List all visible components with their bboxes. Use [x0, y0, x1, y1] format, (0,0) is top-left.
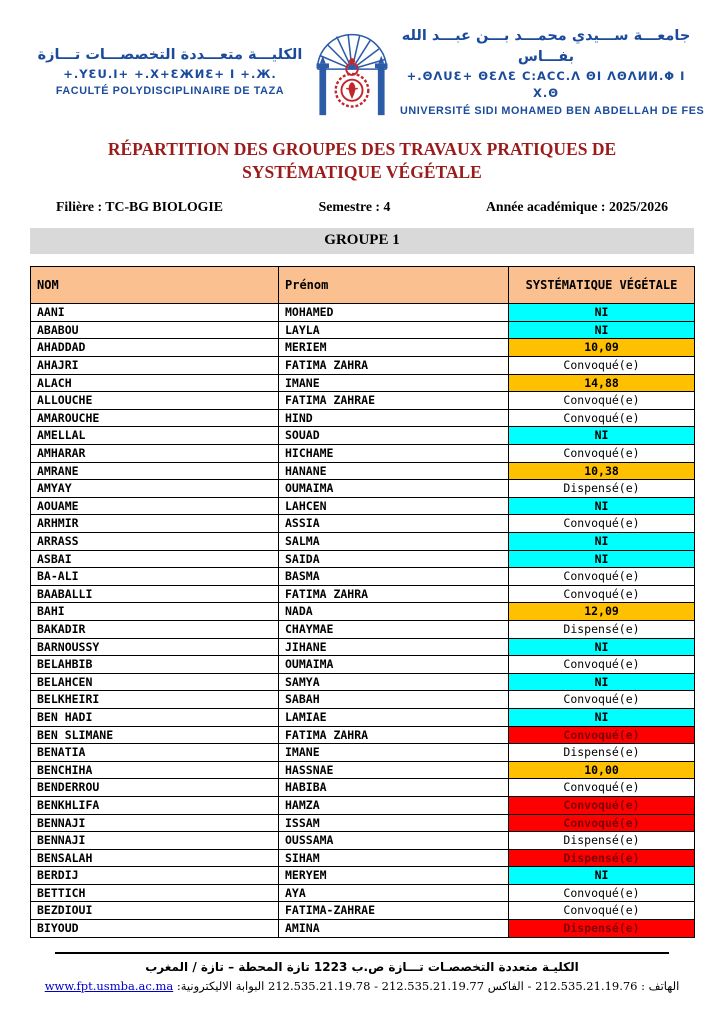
cell-prenom: IMANE	[279, 374, 509, 392]
cell-prenom: HANANE	[279, 462, 509, 480]
cell-status-badge: Convoqué(e)	[509, 691, 695, 709]
column-header-prenom: Prénom	[279, 267, 509, 304]
cell-status-badge: Dispensé(e)	[509, 744, 695, 762]
table-row	[31, 920, 695, 938]
cell-nom: BENNAJI	[31, 832, 279, 850]
cell-prenom: LAHCEN	[279, 497, 509, 515]
table-header-row	[31, 267, 695, 304]
annee-label: Année académique : 2025/2026	[485, 199, 668, 215]
cell-status-badge: Convoqué(e)	[509, 796, 695, 814]
cell-prenom: CHAYMAE	[279, 620, 509, 638]
cell-prenom: MOHAMED	[279, 304, 509, 322]
cell-prenom: SIHAM	[279, 849, 509, 867]
cell-status-badge: NI	[509, 427, 695, 445]
university-name-arabic: جامعـــة ســـيدي محمـــد بـــن عبـــد الله بفـــاس	[401, 28, 691, 66]
table-row	[31, 656, 695, 674]
cell-nom: BAHI	[31, 603, 279, 621]
cell-nom: AMAROUCHE	[31, 409, 279, 427]
cell-nom: AOUAME	[31, 497, 279, 515]
cell-nom: BEZDIOUI	[31, 902, 279, 920]
cell-prenom: MERIEM	[279, 339, 509, 357]
table-row	[31, 357, 695, 375]
cell-prenom: AYA	[279, 884, 509, 902]
faculty-name-arabic: الكليـــة متعـــددة التخصصـــات تـــازة	[37, 47, 303, 64]
cell-status-badge: Convoqué(e)	[509, 357, 695, 375]
footer-contact-line	[0, 978, 724, 994]
table-row	[31, 480, 695, 498]
cell-status-badge: NI	[509, 304, 695, 322]
table-row	[31, 832, 695, 850]
cell-nom: AMYAY	[31, 480, 279, 498]
cell-prenom: FATIMA ZAHRA	[279, 726, 509, 744]
table-row	[31, 374, 695, 392]
table-row	[31, 409, 695, 427]
cell-nom: BARNOUSSY	[31, 638, 279, 656]
table-row	[31, 708, 695, 726]
footer-divider	[55, 952, 669, 954]
table-row	[31, 902, 695, 920]
cell-prenom: SALMA	[279, 533, 509, 551]
course-info-row	[56, 199, 668, 215]
table-row	[31, 568, 695, 586]
cell-status-badge: Convoqué(e)	[509, 779, 695, 797]
university-logo	[304, 27, 400, 119]
cell-prenom: FATIMA ZAHRA	[279, 585, 509, 603]
cell-status-badge: NI	[509, 533, 695, 551]
table-row	[31, 726, 695, 744]
column-header-systematique: SYSTÉMATIQUE VÉGÉTALE	[509, 267, 695, 304]
cell-nom: BENDERROU	[31, 779, 279, 797]
page-title-line1: RÉPARTITION DES GROUPES DES TRAVAUX PRATIQUES DE	[107, 138, 617, 159]
cell-status-badge: Convoqué(e)	[509, 884, 695, 902]
table-row	[31, 462, 695, 480]
cell-status-badge: Convoqué(e)	[509, 568, 695, 586]
table-row	[31, 585, 695, 603]
cell-nom: BETTICH	[31, 884, 279, 902]
cell-nom: ABABOU	[31, 321, 279, 339]
cell-status-badge: Convoqué(e)	[509, 814, 695, 832]
table-row	[31, 673, 695, 691]
cell-status-badge: Convoqué(e)	[509, 445, 695, 463]
semestre-label: Semestre : 4	[318, 199, 391, 215]
university-name-french: UNIVERSITÉ SIDI MOHAMED BEN ABDELLAH DE FES	[400, 104, 705, 117]
cell-prenom: SAMYA	[279, 673, 509, 691]
table-row	[31, 515, 695, 533]
cell-nom: BEN SLIMANE	[31, 726, 279, 744]
cell-status-badge: NI	[509, 321, 695, 339]
cell-prenom: HAMZA	[279, 796, 509, 814]
table-row	[31, 849, 695, 867]
table-row	[31, 744, 695, 762]
cell-status-badge: Convoqué(e)	[509, 656, 695, 674]
cell-prenom: SOUAD	[279, 427, 509, 445]
website-link[interactable]: www.fpt.usmba.ac.ma	[44, 978, 174, 993]
cell-status-badge: Convoqué(e)	[509, 515, 695, 533]
cell-prenom: FATIMA-ZAHRAE	[279, 902, 509, 920]
cell-nom: BELKHEIRI	[31, 691, 279, 709]
table-row	[31, 304, 695, 322]
table-row	[31, 620, 695, 638]
cell-nom: BAKADIR	[31, 620, 279, 638]
cell-status-badge: 10,38	[509, 462, 695, 480]
cell-status-badge: Dispensé(e)	[509, 620, 695, 638]
cell-prenom: BASMA	[279, 568, 509, 586]
cell-nom: BENATIA	[31, 744, 279, 762]
table-row	[31, 533, 695, 551]
cell-nom: BENNAJI	[31, 814, 279, 832]
page-title-line2: SYSTÉMATIQUE VÉGÉTALE	[242, 161, 482, 182]
cell-nom: BENCHIHA	[31, 761, 279, 779]
cell-nom: BENKHLIFA	[31, 796, 279, 814]
cell-status-badge: 12,09	[509, 603, 695, 621]
cell-prenom: SABAH	[279, 691, 509, 709]
faculty-name-french: FACULTÉ POLYDISCIPLINAIRE DE TAZA	[55, 85, 285, 98]
table-row	[31, 550, 695, 568]
table-row	[31, 321, 695, 339]
faculty-block	[36, 45, 304, 101]
table-row	[31, 814, 695, 832]
cell-prenom: ASSIA	[279, 515, 509, 533]
cell-prenom: LAYLA	[279, 321, 509, 339]
cell-nom: BIYOUD	[31, 920, 279, 938]
cell-nom: BA-ALI	[31, 568, 279, 586]
cell-nom: AMRANE	[31, 462, 279, 480]
table-row	[31, 691, 695, 709]
cell-status-badge: Convoqué(e)	[509, 585, 695, 603]
cell-status-badge: Dispensé(e)	[509, 480, 695, 498]
cell-status-badge: NI	[509, 550, 695, 568]
cell-prenom: LAMIAE	[279, 708, 509, 726]
table-row	[31, 779, 695, 797]
university-block	[400, 26, 705, 120]
cell-status-badge: 10,00	[509, 761, 695, 779]
table-row	[31, 761, 695, 779]
institution-header	[0, 0, 724, 120]
table-row	[31, 638, 695, 656]
cell-nom: AMHARAR	[31, 445, 279, 463]
table-row	[31, 427, 695, 445]
cell-status-badge: NI	[509, 497, 695, 515]
cell-nom: AANI	[31, 304, 279, 322]
faculty-name-tifinagh: +.YƐU.I+ +.X+ƐЖИƐ+ I +.Ж.	[63, 67, 277, 82]
cell-status-badge: Dispensé(e)	[509, 920, 695, 938]
cell-prenom: FATIMA ZAHRAE	[279, 392, 509, 410]
cell-nom: BELAHBIB	[31, 656, 279, 674]
cell-status-badge: NI	[509, 708, 695, 726]
cell-nom: BEN HADI	[31, 708, 279, 726]
cell-prenom: ISSAM	[279, 814, 509, 832]
cell-nom: ALACH	[31, 374, 279, 392]
cell-nom: ARRASS	[31, 533, 279, 551]
cell-nom: ASBAI	[31, 550, 279, 568]
cell-nom: AMELLAL	[31, 427, 279, 445]
footer-address-arabic: الكليـة متعددة التخصصـات تـــازة ص.ب 1223 تازة المحطة – تازة / المغرب	[145, 959, 579, 974]
table-row	[31, 867, 695, 885]
footer	[0, 952, 724, 994]
university-name-tifinagh: +.ΘΛUƐ+ ΘƐΛƐ C:ACC.Λ ΘI ΛΘΛИИ.Φ I X.Θ	[406, 69, 686, 101]
cell-status-badge: Convoqué(e)	[509, 902, 695, 920]
table-row	[31, 796, 695, 814]
cell-status-badge: 10,09	[509, 339, 695, 357]
cell-nom: BAABALLI	[31, 585, 279, 603]
cell-nom: BERDIJ	[31, 867, 279, 885]
cell-prenom: IMANE	[279, 744, 509, 762]
cell-status-badge: Convoqué(e)	[509, 726, 695, 744]
student-table-body	[31, 304, 695, 937]
cell-prenom: OUSSAMA	[279, 832, 509, 850]
cell-prenom: MERYEM	[279, 867, 509, 885]
cell-nom: AHADDAD	[31, 339, 279, 357]
group-banner: GROUPE 1	[30, 228, 694, 254]
cell-status-badge: NI	[509, 673, 695, 691]
cell-nom: BENSALAH	[31, 849, 279, 867]
table-row	[31, 603, 695, 621]
cell-status-badge: Convoqué(e)	[509, 409, 695, 427]
cell-status-badge: 14,88	[509, 374, 695, 392]
students-table	[30, 266, 695, 937]
table-row	[31, 497, 695, 515]
cell-prenom: HICHAME	[279, 445, 509, 463]
cell-status-badge: Dispensé(e)	[509, 832, 695, 850]
column-header-nom: NOM	[31, 267, 279, 304]
table-row	[31, 339, 695, 357]
cell-prenom: AMINA	[279, 920, 509, 938]
page-title	[0, 138, 724, 184]
footer-phone-fax: الهاتف : 212.535.21.19.76 - الفاكس 212.535.21.19.77 - 212.535.21.19.78 البوابة الاليكترونية:	[173, 978, 680, 993]
filiere-label: Filière : TC-BG BIOLOGIE	[56, 199, 223, 215]
cell-prenom: OUMAIMA	[279, 480, 509, 498]
cell-prenom: NADA	[279, 603, 509, 621]
cell-prenom: HASSNAE	[279, 761, 509, 779]
cell-nom: ARHMIR	[31, 515, 279, 533]
cell-status-badge: NI	[509, 638, 695, 656]
cell-status-badge: Dispensé(e)	[509, 849, 695, 867]
university-emblem-icon	[304, 27, 400, 119]
cell-prenom: FATIMA ZAHRA	[279, 357, 509, 375]
cell-status-badge: NI	[509, 867, 695, 885]
cell-prenom: HABIBA	[279, 779, 509, 797]
table-row	[31, 884, 695, 902]
cell-prenom: JIHANE	[279, 638, 509, 656]
table-row	[31, 392, 695, 410]
cell-status-badge: Convoqué(e)	[509, 392, 695, 410]
cell-prenom: OUMAIMA	[279, 656, 509, 674]
cell-nom: ALLOUCHE	[31, 392, 279, 410]
cell-nom: BELAHCEN	[31, 673, 279, 691]
cell-prenom: SAIDA	[279, 550, 509, 568]
cell-nom: AHAJRI	[31, 357, 279, 375]
table-row	[31, 445, 695, 463]
cell-prenom: HIND	[279, 409, 509, 427]
